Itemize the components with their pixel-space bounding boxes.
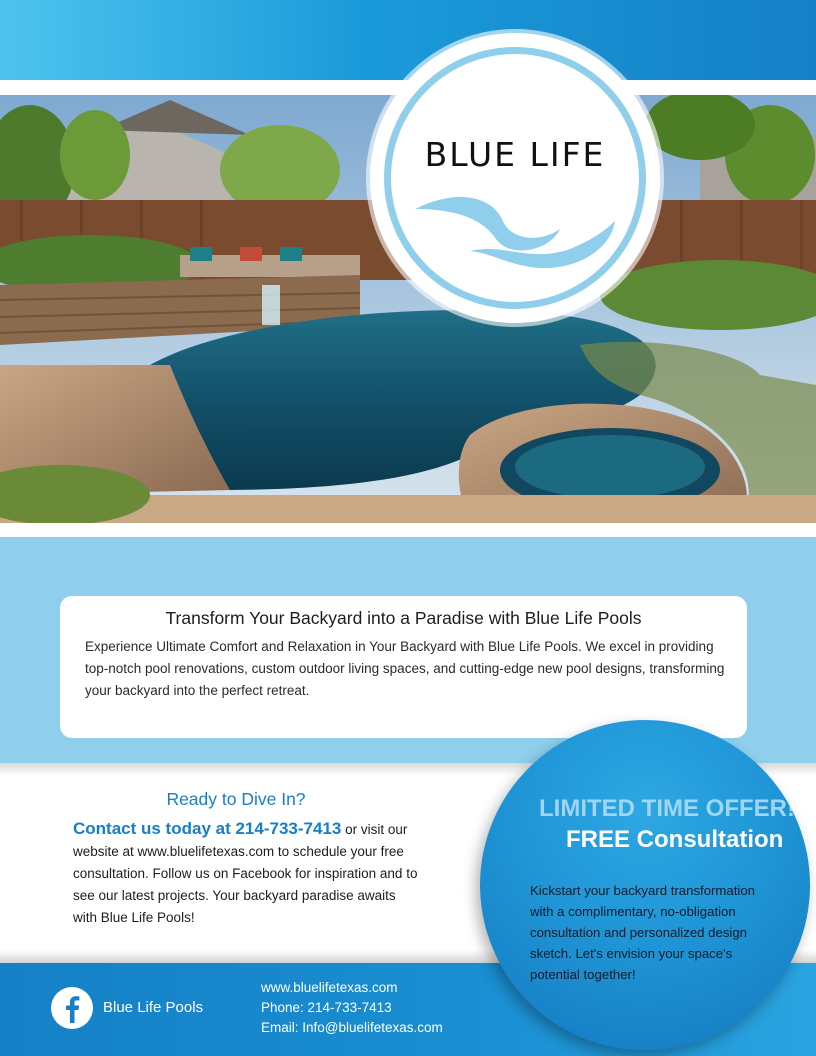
cta-text [73,818,418,929]
offer-subtitle: FREE Consultation [566,826,784,853]
intro-card [60,596,747,738]
wave-icon [410,181,620,281]
offer-body: Kickstart your backyard transformation with a complimentary, no-obligation consultation and personalized design sketch. Let's envision your space's potential together! [530,883,756,982]
logo-wordmark: BLUE LIFE [424,135,606,174]
brand-logo [370,33,660,323]
cta-heading: Ready to Dive In? [166,789,306,809]
phone-text: Phone: 214-733-7413 [261,1000,392,1015]
facebook-label[interactable]: Blue Life Pools [103,999,204,1016]
cta-body: or visit our website at www.bluelifetexas.com to schedule your free consultation. Follow us on Facebook for inspiration and to see our latest projects. Your backyard paradise awaits with Blue Life Pools! [73,822,418,925]
cta-phone-lead: Contact us today at 214-733-7413 [73,819,342,838]
offer-badge [480,720,810,1050]
website-link[interactable]: www.bluelifetexas.com [261,980,398,995]
contact-block [261,978,443,1038]
intro-title: Transform Your Backyard into a Paradise with Blue Life Pools [165,608,642,628]
facebook-icon[interactable] [51,987,93,1029]
header-band [0,0,816,80]
intro-body: Experience Ultimate Comfort and Relaxation in Your Backyard with Blue Life Pools. We excel in providing top-notch pool renovations, custom outdoor living spaces, and cutting-edge new pool designs, transforming your backyard into the perfect retreat. [85,639,725,698]
email-text: Email: Info@bluelifetexas.com [261,1020,443,1035]
offer-title: LIMITED TIME OFFER! [539,795,795,822]
